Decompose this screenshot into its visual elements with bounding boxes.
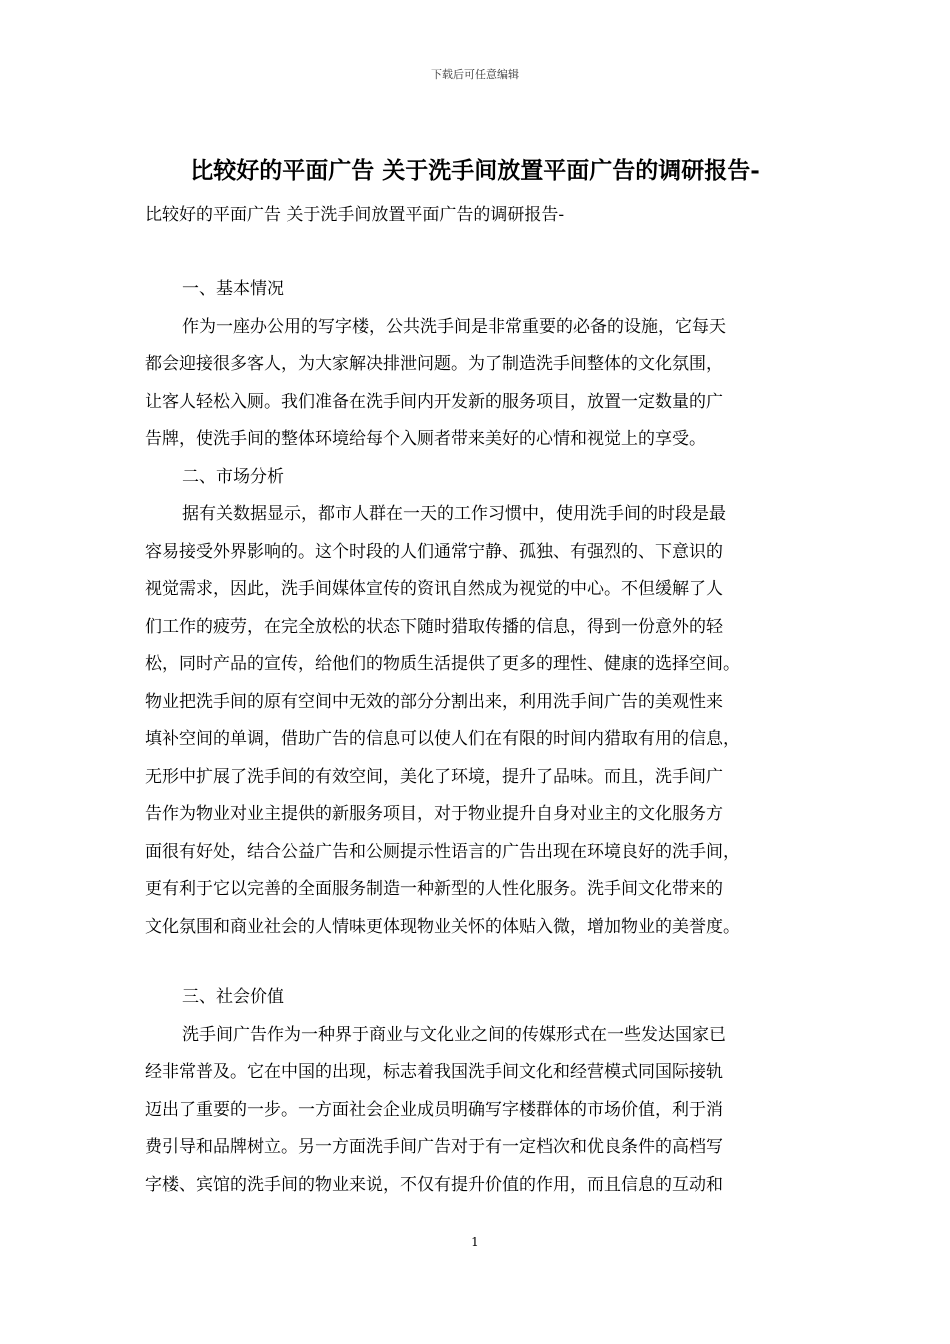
paragraph-line: 容易接受外界影响的。这个时段的人们通常宁静、孤独、有强烈的、下意识的	[145, 541, 723, 562]
paragraph-line: 迈出了重要的一步。一方面社会企业成员明确写字楼群体的市场价值，利于消	[145, 1099, 723, 1120]
document-subtitle: 比较好的平面广告 关于洗手间放置平面广告的调研报告-	[145, 205, 565, 225]
paragraph-line: 们工作的疲劳，在完全放松的状态下随时猎取传播的信息，得到一份意外的轻	[145, 616, 723, 637]
paragraph-line: 据有关数据显示，都市人群在一天的工作习惯中，使用洗手间的时段是最	[182, 504, 726, 524]
paragraph-line: 视觉需求，因此，洗手间媒体宣传的资讯自然成为视觉的中心。不但缓解了人	[145, 579, 723, 599]
paragraph-line: 字楼、宾馆的洗手间的物业来说，不仅有提升价值的作用，而且信息的互动和	[145, 1174, 723, 1195]
paragraph-line: 经非常普及。它在中国的出现，标志着我国洗手间文化和经营模式同国际接轨	[145, 1062, 723, 1082]
paragraph-line: 松，同时产品的宣传，给他们的物质生活提供了更多的理性、健康的选择空间。	[145, 654, 740, 674]
section-heading: 一、基本情况	[182, 279, 284, 299]
document-title: 比较好的平面广告 关于洗手间放置平面广告的调研报告-	[190, 157, 760, 184]
paragraph-line: 费引导和品牌树立。另一方面洗手间广告对于有一定档次和优良条件的高档写	[145, 1137, 723, 1157]
page-number: 1	[471, 1235, 479, 1249]
section-basic-info	[145, 271, 825, 946]
header-note: 下载后可任意编辑	[431, 68, 519, 81]
paragraph-line: 告牌，使洗手间的整体环境给每个入厕者带来美好的心情和视觉上的享受。	[145, 429, 706, 449]
paragraph-line: 更有利于它以完善的全面服务制造一种新型的人性化服务。洗手间文化带来的	[145, 879, 723, 899]
paragraph-line: 文化氛围和商业社会的人情味更体现物业关怀的体贴入微，增加物业的美誉度。	[145, 916, 740, 937]
paragraph-line: 都会迎接很多客人，为大家解决排泄问题。为了制造洗手间整体的文化氛围，	[145, 354, 723, 374]
paragraph-line: 填补空间的单调，借助广告的信息可以使人们在有限的时间内猎取有用的信息，	[145, 729, 740, 749]
section-heading: 三、社会价值	[182, 987, 284, 1007]
paragraph-line: 物业把洗手间的原有空间中无效的部分分割出来，利用洗手间广告的美观性来	[145, 691, 723, 712]
paragraph-line: 面很有好处，结合公益广告和公厕提示性语言的广告出现在环境良好的洗手间，	[145, 841, 740, 862]
paragraph-line: 让客人轻松入厕。我们准备在洗手间内开发新的服务项目，放置一定数量的广	[145, 391, 723, 412]
paragraph-line: 无形中扩展了洗手间的有效空间，美化了环境，提升了品味。而且，洗手间广	[145, 766, 723, 787]
paragraph-line: 告作为物业对业主提供的新服务项目，对于物业提升自身对业主的文化服务方	[145, 804, 723, 824]
section-heading: 二、市场分析	[182, 466, 284, 487]
paragraph-line: 作为一座办公用的写字楼，公共洗手间是非常重要的必备的设施，它每天	[182, 316, 726, 337]
paragraph-line: 洗手间广告作为一种界于商业与文化业之间的传媒形式在一些发达国家已	[182, 1024, 726, 1045]
section-social-value	[145, 979, 825, 1204]
